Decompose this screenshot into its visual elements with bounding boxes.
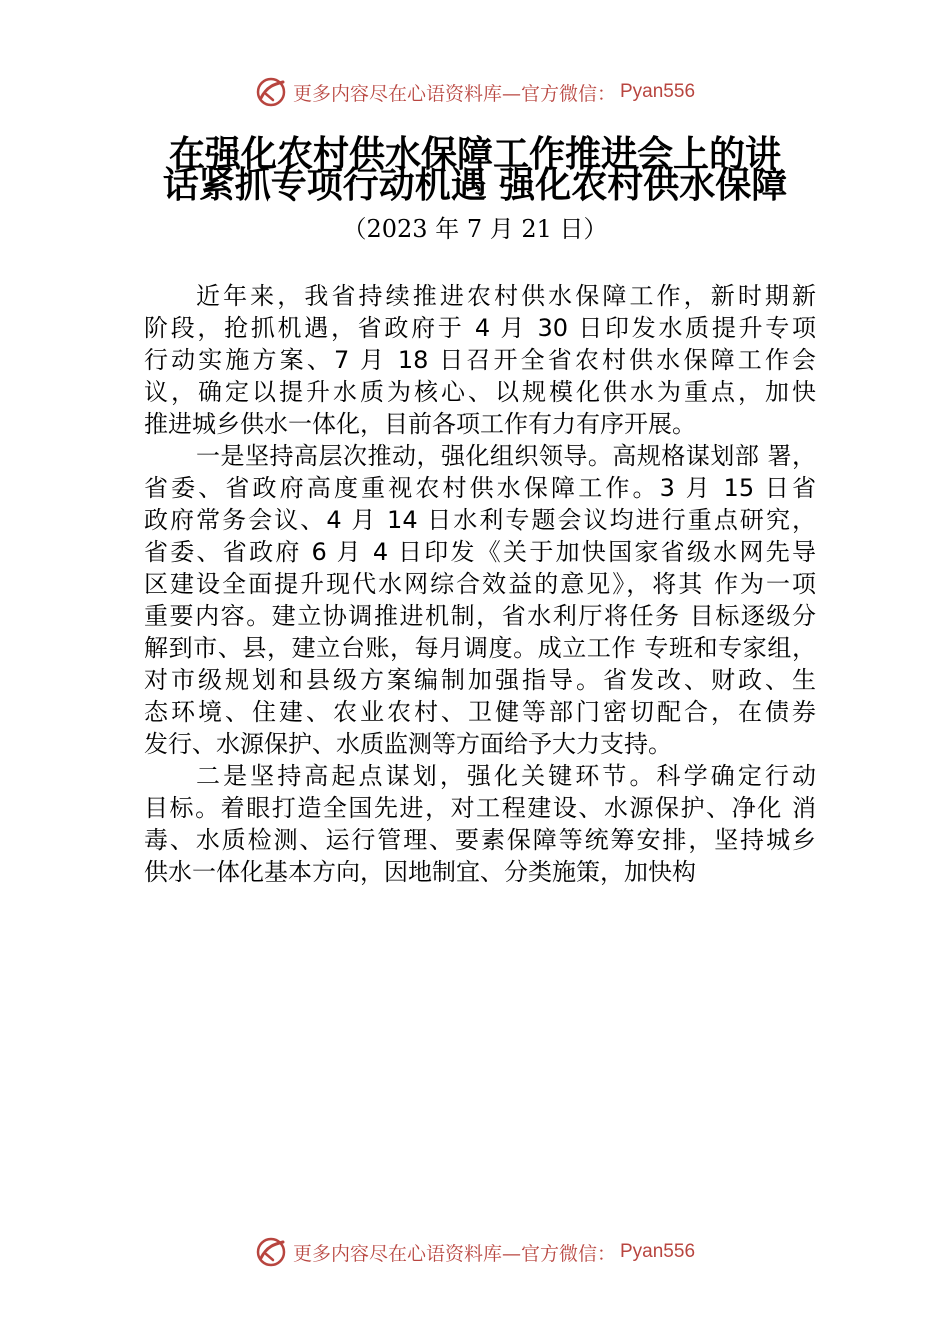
paragraph-line: 议，确定以提升水质为核心、以规模化供水为重点，加快 <box>144 378 816 406</box>
paragraph-line: 发行、水源保护、水质监测等方面给予大力支持。 <box>144 730 672 758</box>
paragraph-line: 政府常务会议、4 月 14 日水利专题会议均进行重点研究， <box>144 506 816 534</box>
paragraph-line: 近年来，我省持续推进农村供水保障工作，新时期新 <box>196 282 816 310</box>
paragraph-line: 态环境、住建、农业农村、卫健等部门密切配合，在债券 <box>144 698 816 726</box>
paragraph-line: 目标。着眼打造全国先进，对工程建设、水源保护、净化 消 <box>144 794 816 822</box>
document-date: （2023 年 7 月 21 日） <box>342 215 608 243</box>
paragraph-line: 一是坚持高层次推动，强化组织领导。高规格谋划部 署， <box>196 442 816 470</box>
paragraph-line: 供水一体化基本方向，因地制宜、分类施策，加快构 <box>144 858 696 886</box>
paragraph-line: 解到市、县，建立台账，每月调度。成立工作 专班和专家组， <box>144 634 816 662</box>
paragraph-1 <box>144 280 816 440</box>
paragraph-line: 行动实施方案、7 月 18 日召开全省农村供水保障工作会 <box>144 346 816 374</box>
paragraph-3 <box>144 760 816 888</box>
header-watermark <box>0 72 950 112</box>
paragraph-2 <box>144 440 816 760</box>
paragraph-line: 省委、省政府 6 月 4 日印发《关于加快国家省级水网先导 <box>144 538 816 566</box>
watermark-wechat-id: Pyan556 <box>620 1241 696 1262</box>
paragraph-line: 区建设全面提升现代水网综合效益的意见》，将其 作为一项 <box>144 570 816 598</box>
document-body <box>144 280 816 888</box>
paragraph-line: 重要内容。建立协调推进机制，省水利厅将任务 目标逐级分 <box>144 602 816 630</box>
watermark-text: 更多内容尽在心语资料库—官方微信： <box>292 82 616 105</box>
paragraph-line: 推进城乡供水一体化，目前各项工作有力有序开展。 <box>144 410 696 438</box>
paragraph-line: 对市级规划和县级方案编制加强指导。省发改、财政、生 <box>144 666 816 694</box>
paragraph-line: 二是坚持高起点谋划，强化关键环节。科学确定行动 <box>196 762 816 790</box>
paragraph-line: 省委、省政府高度重视农村供水保障工作。3 月 15 日省 <box>144 474 816 502</box>
paragraph-line: 阶段，抢抓机遇，省政府于 4 月 30 日印发水质提升专项 <box>144 314 816 342</box>
paragraph-line: 毒、水质检测、运行管理、要素保障等统筹安排，坚持城乡 <box>144 826 816 854</box>
logo-seal-icon <box>255 1236 287 1268</box>
document-title-line-2: 话紧抓专项行动机遇 强化农村供水保障 <box>162 165 788 206</box>
logo-seal-icon <box>255 76 287 108</box>
footer-watermark <box>0 1232 950 1272</box>
watermark-wechat-id: Pyan556 <box>620 81 696 102</box>
watermark-text: 更多内容尽在心语资料库—官方微信： <box>292 1242 616 1265</box>
document-title-line-1: 在强化农村供水保障工作推进会上的讲 <box>168 134 781 175</box>
